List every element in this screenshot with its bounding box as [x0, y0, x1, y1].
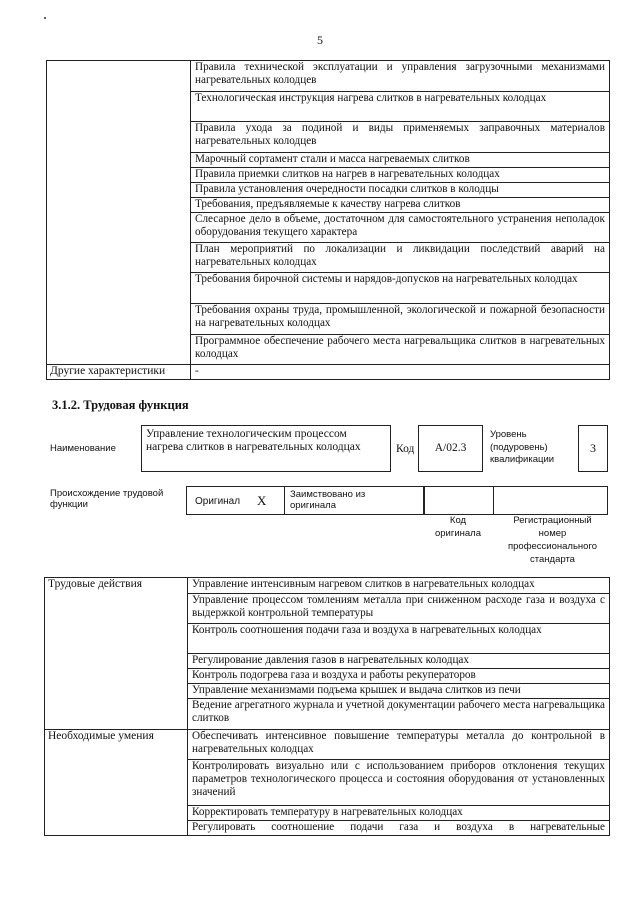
- actions-skills-table: [44, 577, 610, 836]
- registration-number-caption: [497, 514, 608, 566]
- knowledge-label-cell: [47, 61, 191, 365]
- original-cell: [186, 486, 284, 515]
- registration-number-cell: [494, 486, 608, 515]
- name-label: Наименование: [50, 443, 116, 454]
- knowledge-item: Правила ухода за подиной и виды применяемых заправочных материалов нагревательных колодцев: [191, 122, 610, 153]
- labor-actions-label: Трудовые действия: [45, 578, 188, 730]
- origin-row: [186, 486, 608, 515]
- original-code-cell: [424, 486, 494, 515]
- borrowed-label: [290, 489, 365, 511]
- borrowed-label-line: оригинала: [290, 500, 337, 511]
- labor-action-item: Контроль подогрева газа и воздуха и работы рекуператоров: [188, 669, 610, 684]
- labor-action-item: Регулирование давления газов в нагревательных колодцах: [188, 654, 610, 669]
- caption-line: номер: [538, 528, 567, 539]
- labor-action-item: Управление процессом томлениям металла при сниженном расходе газа и воздуха с выдержкой контрольной температуры: [188, 594, 610, 624]
- caption-line: Регистрационный: [513, 515, 592, 526]
- knowledge-item: Требования бирочной системы и нарядов-допусков на нагревательных колодцах: [191, 273, 610, 304]
- knowledge-item: Правила технической эксплуатации и управления загрузочными механизмами нагревательных колодцев: [191, 61, 610, 92]
- level-label-line: Уровень: [490, 429, 527, 440]
- other-characteristics-value: -: [191, 365, 610, 380]
- origin-label-line: функции: [50, 499, 88, 510]
- knowledge-item: План мероприятий по локализации и ликвидации последствий аварий на нагревательных колодцах: [191, 243, 610, 273]
- knowledge-item: Требования охраны труда, промышленной, экологической и пожарной безопасности на нагревательных колодцах: [191, 304, 610, 335]
- other-characteristics-label: Другие характеристики: [47, 365, 191, 380]
- level-label: [490, 429, 554, 467]
- borrowed-label-line: Заимствовано из: [290, 489, 366, 500]
- knowledge-item: Марочный сортамент стали и масса нагреваемых слитков: [191, 153, 610, 168]
- knowledge-table: [46, 60, 610, 380]
- labor-action-item: Управление механизмами подъема крышек и выдача слитков из печи: [188, 684, 610, 699]
- skill-item: Корректировать температуру в нагревательных колодцах: [188, 806, 610, 821]
- origin-label: [50, 488, 180, 510]
- borrowed-cell: [284, 486, 424, 515]
- labor-action-item: Ведение агрегатного журнала и учетной документации рабочего места нагревальщика слитков: [188, 699, 610, 730]
- original-label: Оригинал: [195, 496, 241, 507]
- section-heading: 3.1.2. Трудовая функция: [52, 398, 189, 412]
- skill-item: Контролировать визуально или с использованием приборов отклонения текущих параметров технологического процесса и состояния оборудования от установленных значений: [188, 760, 610, 806]
- knowledge-item: Правила установления очередности посадки слитков в колодцы: [191, 183, 610, 198]
- code-label: Код: [396, 443, 415, 455]
- labor-action-item: Контроль соотношения подачи газа и воздуха в нагревательных колодцах: [188, 624, 610, 654]
- original-mark: X: [257, 493, 267, 508]
- code-value: A/02.3: [418, 425, 483, 472]
- knowledge-item: Слесарное дело в объеме, достаточном для самостоятельного устранения неполадок оборудования текущего характера: [191, 213, 610, 243]
- level-label-line: (подуровень): [490, 441, 548, 453]
- caption-line: Код: [449, 515, 467, 526]
- page-number: 5: [317, 33, 323, 47]
- knowledge-item: Программное обеспечение рабочего места нагревальщика слитков в нагревательных колодцах: [191, 335, 610, 365]
- level-value: 3: [578, 425, 608, 472]
- caption-line: профессионального: [508, 541, 597, 552]
- level-label-line: квалификации: [490, 454, 555, 465]
- caption-line: оригинала: [434, 528, 481, 539]
- skill-item: Регулировать соотношение подачи газа и воздуха в нагревательные: [188, 821, 610, 836]
- scan-speck: [44, 17, 46, 19]
- knowledge-item: Правила приемки слитков на нагрев в нагревательных колодцах: [191, 168, 610, 183]
- skill-item: Обеспечивать интенсивное повышение температуры металла до контрольной в нагревательных колодцах: [188, 730, 610, 760]
- labor-action-item: Управление интенсивным нагревом слитков в нагревательных колодцах: [188, 578, 610, 594]
- knowledge-item: Технологическая инструкция нагрева слитков в нагревательных колодцах: [191, 92, 610, 122]
- knowledge-item: Требования, предъявляемые к качеству нагрева слитков: [191, 198, 610, 213]
- original-code-caption: [430, 514, 486, 540]
- caption-line: стандарта: [530, 554, 575, 565]
- function-name-value: Управление технологическим процессом нагрева слитков в нагревательных колодцах: [141, 425, 391, 472]
- required-skills-label: Необходимые умения: [45, 730, 188, 836]
- origin-label-line: Происхождение трудовой: [50, 488, 164, 499]
